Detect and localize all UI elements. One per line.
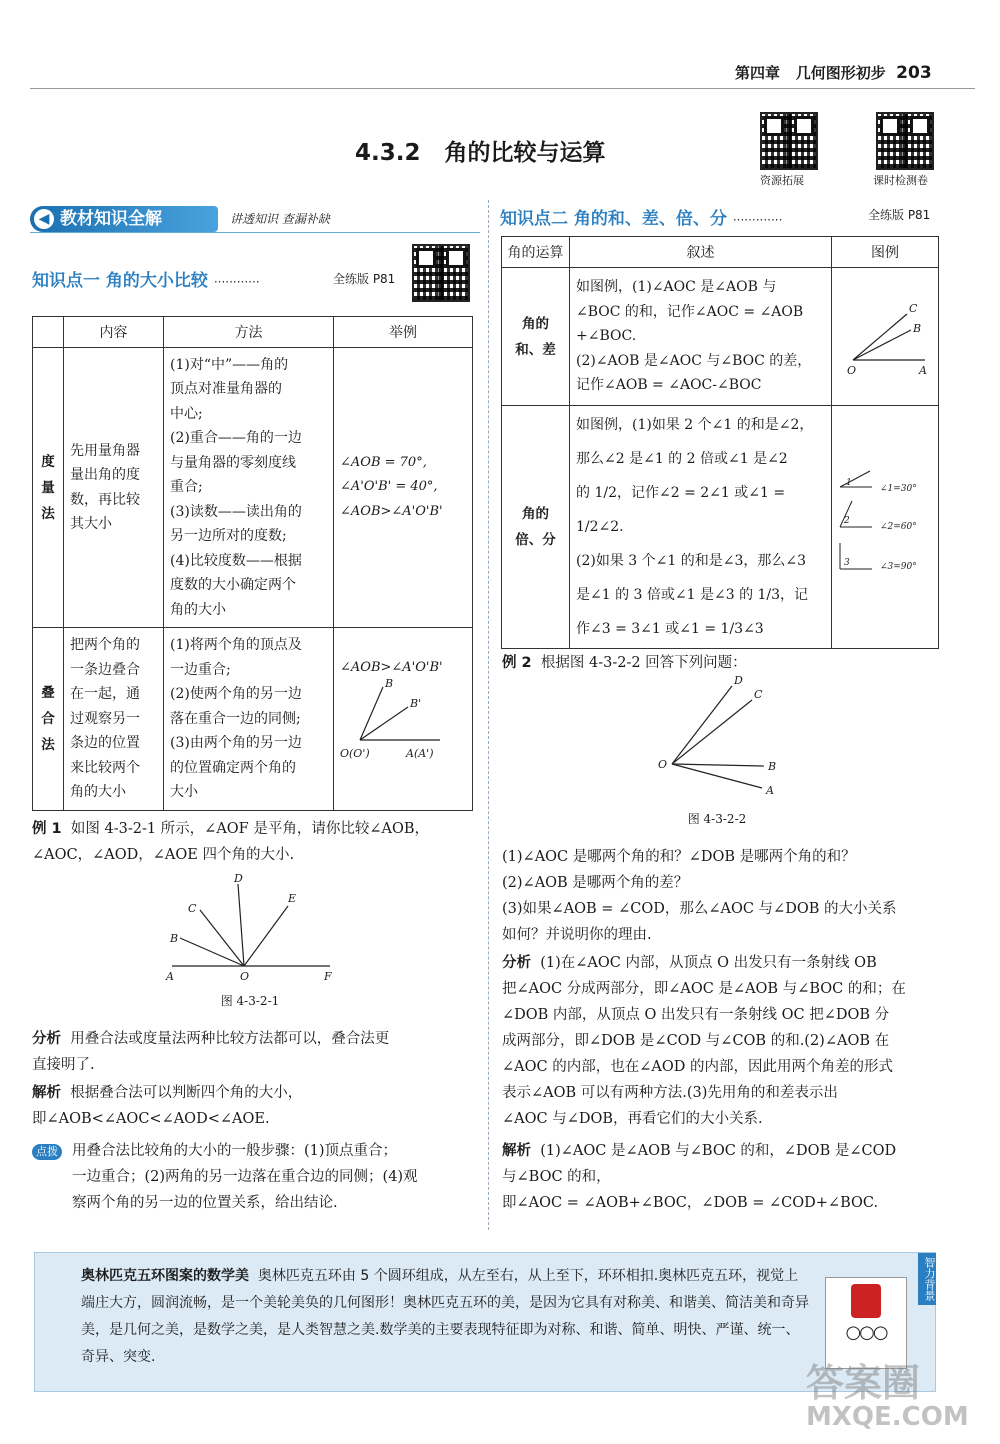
ex1-analysis: 用叠合法或度量法两种比较方法都可以，叠合法更 直接明了. [32, 1031, 390, 1073]
svg-text:B: B [768, 760, 777, 773]
svg-text:A: A [166, 970, 174, 983]
kp2-header-op: 角的运算 [502, 237, 570, 268]
ex1-solution-block [32, 1080, 480, 1132]
multiple-figure [832, 465, 938, 585]
ex2-analysis: (1)在∠AOC 内部，从顶点 O 出发只有一条射线 OB 把∠AOC 分成两部分，即∠AOC 是∠AOB 与∠BOC 的和；在 ∠DOB 内部，从顶点 O 出发只有一条射线 OC 把∠DOB 分 成两部分，即∠DOB 是∠COD 与∠COB 的和.(2)∠AOB 在 ∠AOC 的内部，也在∠AOD 的内部，因此用两个角差的形式 表示∠AOB 可以有两种方法.(3)先用角的和差表示出 ∠AOC 与∠DOB，再看它们的大小关系. [502, 955, 906, 1127]
ex1-tip: 用叠合法比较角的大小的一般步骤：(1)顶点重合； 一边重合；(2)两角的另一边落在重合边的同侧；(4)观 察两个角的另一边的位置关系，给出结论. [72, 1143, 418, 1211]
banner-subtitle: 讲透知识 查漏补缺 [230, 212, 330, 226]
page-title [355, 134, 606, 167]
running-header [735, 62, 932, 83]
kp2-header-row [502, 237, 939, 268]
ex2-q2: (2)∠AOB 是哪两个角的差？ [502, 875, 689, 891]
svg-text:C: C [909, 301, 918, 315]
qr-code-resources[interactable] [760, 112, 818, 170]
ex2-q3: (3)如果∠AOB = ∠COD，那么∠AOC 与∠DOB 的大小关系 如何？并说明你的理由. [502, 901, 897, 943]
kp1-header-0 [33, 317, 64, 348]
banner-rule [30, 232, 480, 233]
banner-label: 教材知识全解 [60, 209, 162, 229]
kp2-header-desc: 叙述 [570, 237, 832, 268]
watermark-logo: 答案圈 [806, 1361, 921, 1405]
kp2-ref: 全练版 P81 [868, 208, 931, 222]
column-divider [488, 200, 489, 1230]
ex1-solution-label: 解析 [32, 1085, 61, 1101]
section-banner [30, 206, 218, 232]
svg-text:B': B' [410, 697, 422, 710]
chapter-label: 第四章 [735, 64, 781, 82]
figure-caption-2: 图 4-3-2-2 [687, 812, 747, 826]
qr-code-test[interactable] [876, 112, 934, 170]
svg-text:3: 3 [844, 558, 850, 568]
svg-text:B: B [913, 321, 922, 335]
olympic-emblem-icon [851, 1284, 881, 1318]
svg-text:A: A [766, 784, 774, 797]
kp1-ref: 全练版 P81 [333, 272, 396, 286]
row-name: 度 量 法 [33, 348, 64, 628]
svg-text:D: D [734, 674, 743, 687]
figure-caption-1: 图 4-3-2-1 [220, 994, 280, 1008]
kp1-title [32, 266, 260, 291]
svg-text:O(O'): O(O') [340, 747, 370, 760]
row-content: 把两个角的 一条边叠合 在一起，通 过观察另一 条边的位置 来比较两个 角的大小 [64, 628, 164, 811]
kp1-table [32, 316, 473, 811]
svg-text:B: B [170, 932, 179, 945]
section-label: 几何图形初步 [795, 64, 886, 82]
figure-4-3-2-1 [160, 870, 350, 985]
kp1-header-row [33, 317, 473, 348]
olympic-rings-icon: ○○○ [845, 1322, 887, 1343]
kp1-title-dots: ············ [213, 275, 260, 289]
ex2-analysis-block [502, 950, 942, 1132]
kp1-header-method: 方法 [164, 317, 334, 348]
table-row [33, 628, 473, 811]
page-number: 203 [896, 63, 932, 83]
overlap-figure [340, 675, 450, 765]
row-name: 角的 和、差 [502, 268, 570, 406]
title-number: 4.3.2 [355, 140, 421, 166]
kp2-title-dots: ············· [732, 213, 783, 227]
ex2-question: 根据图 4-3-2-2 回答下列问题： [540, 655, 747, 671]
footer-title: 奥林匹克五环图案的数学美 [81, 1268, 249, 1284]
kp1-title-text: 知识点一 角的大小比较 [32, 271, 208, 291]
header-rule [30, 88, 975, 89]
svg-text:D: D [234, 872, 243, 885]
footer-text: 奥林匹克五环由 5 个圆环组成，从左至右，从上至下，环环相扣.奥林匹克五环，视觉上端庄大方，圆润流畅，是一个美轮美奂的几何图形！奥林匹克五环的美，是因为它具有对称美、和谐美、简洁美和奇异美，是几何之美，是数学之美，是人类智慧之美.数学美的主要表现特征即为对称、和谐、简单、明快、严谨、统一、奇异、突变. [81, 1268, 809, 1365]
kp2-title-text: 知识点二 角的和、差、倍、分 [500, 209, 727, 229]
footer-box [34, 1252, 936, 1392]
ex2-q1: (1)∠AOC 是哪两个角的和？∠DOB 是哪两个角的和？ [502, 849, 856, 865]
ex1-solution: 根据叠合法可以判断四个角的大小， 即∠AOB<∠AOC<∠AOD<∠AOE. [32, 1085, 303, 1127]
tip-badge: 点拨 [32, 1144, 62, 1160]
ex2-solution-block [502, 1138, 942, 1216]
ex1-analysis-label: 分析 [32, 1031, 61, 1047]
svg-text:O: O [658, 758, 668, 771]
qr-caption-resources: 资源拓展 [760, 174, 804, 187]
row-desc: 如图例，(1)∠AOC 是∠AOB 与 ∠BOC 的和，记作∠AOC = ∠AOB +∠BOC. (2)∠AOB 是∠AOC 与∠BOC 的差， 记作∠AOB = ∠AOC-∠BOC [570, 268, 832, 406]
table-row [502, 268, 939, 406]
kp1-header-content: 内容 [64, 317, 164, 348]
qr-caption-test: 课时检测卷 [873, 174, 928, 187]
qr-code-kp1[interactable] [412, 244, 470, 302]
row-content: 先用量角器 量出角的度 数，再比较 其大小 [64, 348, 164, 628]
row-method: (1)将两个角的顶点及 一边重合; (2)使两个角的另一边 落在重合一边的同侧; (3)由两个角的另一边 的位置确定两个角的 大小 [164, 628, 334, 811]
row-desc: 如图例，(1)如果 2 个∠1 的和是∠2， 那么∠2 是∠1 的 2 倍或∠1 是∠2 的 1/2，记作∠2 = 2∠1 或∠1 = 1/2∠2. (2)如果 3 个∠1 的和是∠3，那么∠3 是∠1 的 3 倍或∠1 是∠3 的 1/3，记 作∠3 = 3∠1 或∠1 = 1/3∠3 [570, 406, 832, 649]
ex1-question: 如图 4-3-2-1 所示，∠AOF 是平角，请你比较∠AOB， ∠AOC，∠AOD，∠AOE 四个角的大小. [32, 821, 430, 863]
kp2-table [501, 236, 939, 649]
kp1-header-example: 举例 [334, 317, 473, 348]
svg-text:A(A'): A(A') [406, 747, 434, 760]
legend-angle-3: ∠3=90° [880, 562, 917, 572]
svg-text:F: F [324, 970, 332, 983]
svg-text:2: 2 [844, 516, 850, 526]
ex1-label: 例 1 [32, 821, 62, 837]
banner-arrow-icon: ◀ [34, 209, 54, 229]
kp2-header-figure: 图例 [832, 237, 939, 268]
row-figure [832, 406, 939, 649]
svg-text:E: E [288, 892, 297, 905]
figure-4-3-2-2 [650, 672, 790, 802]
row-method: (1)对“中”——角的 顶点对准量角器的 中心; (2)重合——角的一边 与量角器的零刻度线 重合; (3)读数——读出角的 另一边所对的度数; (4)比较度数——根据 度数的大小确定两个 角的大小 [164, 348, 334, 628]
row-example-cell [334, 628, 473, 811]
svg-text:C: C [188, 902, 197, 915]
row-figure [832, 268, 939, 406]
ex1-analysis-block [32, 1026, 480, 1078]
table-row [33, 348, 473, 628]
legend-angle-2: ∠2=60° [880, 522, 917, 532]
ex1-question-block [32, 816, 480, 868]
ex2-label: 例 2 [502, 655, 532, 671]
svg-text:O: O [847, 363, 857, 377]
watermark-url: MXQE.COM [806, 1402, 969, 1432]
svg-text:A: A [919, 363, 927, 377]
ex2-analysis-label: 分析 [502, 955, 531, 971]
svg-text:O: O [240, 970, 250, 983]
ex2-solution-label: 解析 [502, 1143, 531, 1159]
side-tag: 智力背景 [918, 1253, 936, 1305]
title-text: 角的比较与运算 [444, 140, 606, 166]
ex2-solution: (1)∠AOC 是∠AOB 与∠BOC 的和，∠DOB 是∠COD 与∠BOC 的和， 即∠AOC = ∠AOB+∠BOC，∠DOB = ∠COD+∠BOC. [502, 1143, 897, 1211]
table-row [502, 406, 939, 649]
row-name: 叠 合 法 [33, 628, 64, 811]
svg-text:1: 1 [846, 478, 852, 488]
footer-text-block [81, 1263, 811, 1371]
svg-text:B: B [385, 677, 394, 690]
row-example: ∠AOB>∠A'O'B' [340, 660, 443, 675]
row-example: ∠AOB = 70°, ∠A'O'B' = 40°, ∠AOB>∠A'O'B' [334, 348, 473, 628]
legend-angle-1: ∠1=30° [880, 484, 917, 494]
row-name: 角的 倍、分 [502, 406, 570, 649]
sum-diff-figure [835, 290, 935, 380]
svg-text:C: C [754, 688, 763, 701]
kp2-title [500, 204, 782, 229]
